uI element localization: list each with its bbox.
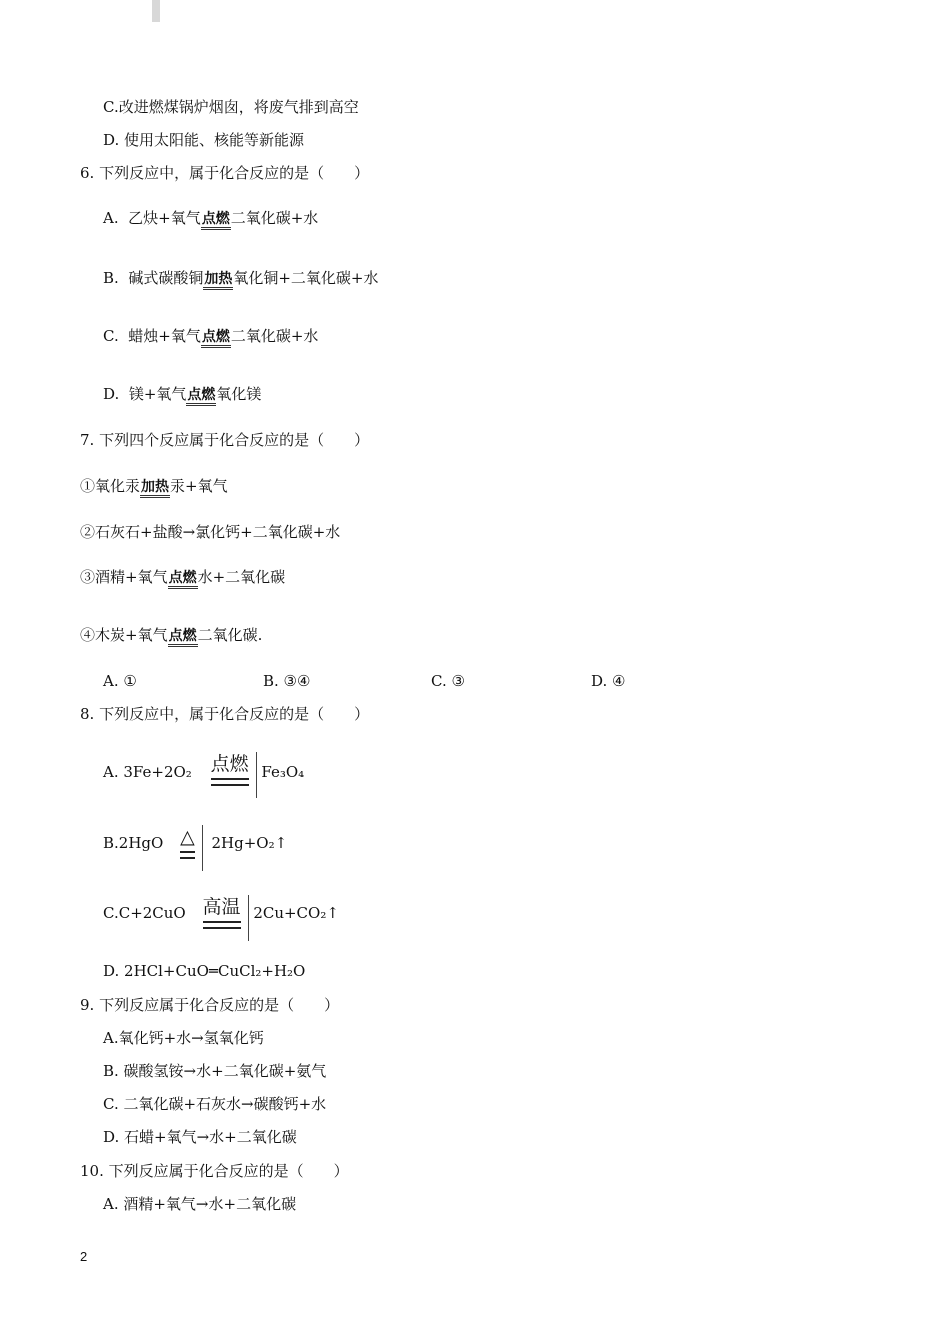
condition-bars — [211, 778, 249, 786]
q8-option-b — [103, 826, 288, 865]
products: Fe₃O₄ — [261, 763, 305, 781]
condition-bars — [203, 921, 241, 929]
reaction-condition — [197, 897, 247, 929]
q7-reaction-1 — [80, 476, 228, 498]
q6-option-c — [103, 326, 318, 348]
q8-option-a — [103, 753, 305, 794]
reactants: ④木炭+氧气 — [80, 626, 168, 644]
condition-text: △ — [180, 826, 195, 848]
q7-reaction-4 — [80, 625, 262, 647]
option-label: C. — [103, 327, 119, 345]
products: 水+二氧化碳 — [197, 568, 286, 586]
products: 2Hg+O₂↑ — [211, 834, 288, 852]
option-label: D. — [103, 385, 120, 403]
q7-stem: 7. 下列四个反应属于化合反应的是（ ） — [80, 431, 370, 449]
products: 二氧化碳+水 — [230, 209, 319, 227]
q5-option-c: C.改进燃煤锅炉烟囱，将废气排到高空 — [103, 98, 359, 116]
q10-stem: 10. 下列反应属于化合反应的是（ ） — [80, 1162, 349, 1180]
reaction-condition — [174, 827, 201, 859]
option-label: A. — [103, 209, 119, 227]
q8-stem: 8. 下列反应中，属于化合反应的是（ ） — [80, 705, 370, 723]
option-label: B. — [103, 269, 119, 287]
reactants: 镁+氧气 — [128, 385, 187, 403]
q7-choice-c: C. ③ — [431, 672, 465, 690]
products: 二氧化碳. — [197, 626, 263, 644]
q5-option-d: D. 使用太阳能、核能等新能源 — [103, 131, 305, 149]
q7-choices — [0, 671, 950, 691]
condition-text: 高温 — [202, 896, 241, 918]
reactants: 乙炔+氧气 — [128, 209, 201, 227]
reaction-condition: 点燃 — [168, 570, 198, 589]
reaction-condition: 加热 — [140, 479, 170, 498]
condition-divider — [202, 825, 203, 871]
reaction-condition: 点燃 — [186, 387, 216, 406]
reaction-condition: 点燃 — [201, 211, 231, 230]
q6-option-a — [103, 208, 318, 230]
scan-artifact — [152, 0, 160, 22]
q7-reaction-3 — [80, 567, 285, 589]
q9-option-d: D. 石蜡+氧气→水+二氧化碳 — [103, 1128, 297, 1146]
reactants: 碱式碳酸铜 — [128, 269, 204, 287]
condition-text: 点燃 — [210, 753, 249, 775]
reactants: ③酒精+氧气 — [80, 568, 168, 586]
products: 二氧化碳+水 — [230, 327, 319, 345]
reactants: 蜡烛+氧气 — [128, 327, 201, 345]
q9-stem: 9. 下列反应属于化合反应的是（ ） — [80, 996, 340, 1014]
q7-choice-d: D. ④ — [591, 672, 626, 690]
reactants: A. 3Fe+2O₂ — [103, 763, 192, 781]
q6-option-b — [103, 268, 379, 290]
products: 氧化镁 — [216, 385, 262, 403]
reaction-condition — [205, 754, 255, 786]
q7-reaction-2: ②石灰石+盐酸→氯化钙+二氧化碳+水 — [80, 523, 341, 541]
q9-option-a: A.氧化钙+水→氢氧化钙 — [103, 1029, 264, 1047]
products: 2Cu+CO₂↑ — [253, 904, 339, 922]
q6-stem: 6. 下列反应中，属于化合反应的是（ ） — [80, 164, 370, 182]
q7-choice-b: B. ③④ — [263, 672, 311, 690]
q8-option-c — [103, 896, 339, 935]
reaction-condition: 点燃 — [168, 628, 198, 647]
q6-option-d — [103, 384, 261, 406]
q7-choice-a: A. ① — [103, 672, 137, 690]
condition-bars — [180, 851, 195, 859]
reaction-condition: 点燃 — [201, 329, 231, 348]
reaction-condition: 加热 — [203, 271, 233, 290]
reactants: C.C+2CuO — [103, 904, 186, 922]
reactants: ①氧化汞 — [80, 477, 141, 495]
products: 氧化铜+二氧化碳+水 — [233, 269, 379, 287]
q10-option-a: A. 酒精+氧气→水+二氧化碳 — [103, 1195, 297, 1213]
q8-option-d: D. 2HCl+CuO═CuCl₂+H₂O — [103, 962, 306, 980]
products: 汞+氧气 — [170, 477, 228, 495]
condition-divider — [248, 895, 249, 941]
reactants: B.2HgO — [103, 834, 164, 852]
q9-option-c: C. 二氧化碳+石灰水→碳酸钙+水 — [103, 1095, 327, 1113]
condition-divider — [256, 752, 257, 798]
q9-option-b: B. 碳酸氢铵→水+二氧化碳+氨气 — [103, 1062, 327, 1080]
page-number: 2 — [80, 1249, 88, 1264]
